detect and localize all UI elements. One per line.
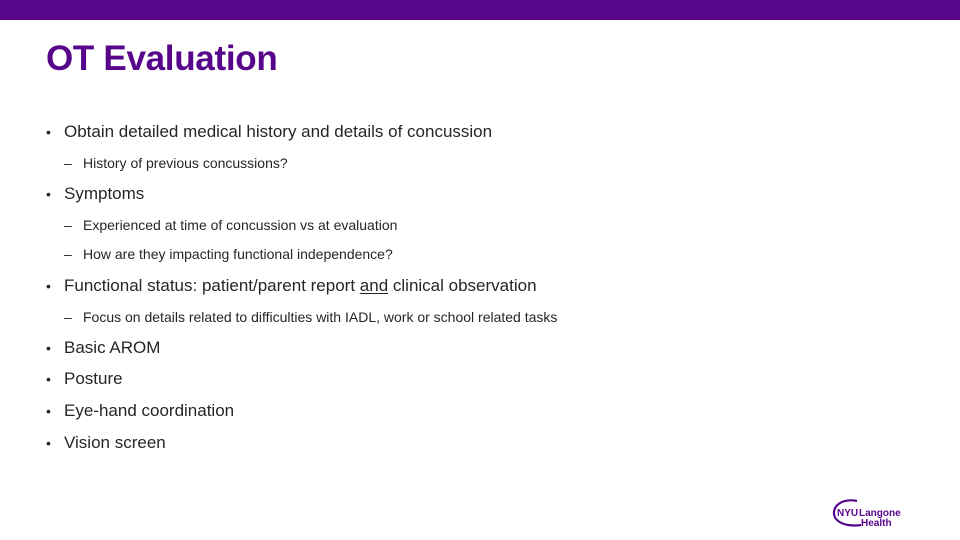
bullet-item	[46, 433, 166, 453]
bullet-text: Vision screen	[64, 433, 166, 452]
sub-bullet-text: Experienced at time of concussion vs at evaluation	[83, 217, 398, 233]
logo-health-text: Health	[861, 518, 892, 528]
logo-langone-text: Langone	[859, 508, 901, 519]
nyu-langone-health-logo	[831, 498, 915, 528]
sub-bullet-text: How are they impacting functional independence?	[83, 246, 393, 262]
sub-bullet-text: History of previous concussions?	[83, 155, 288, 171]
sub-bullet-item	[64, 309, 557, 325]
bullet-marker: •	[46, 371, 51, 387]
sub-bullet-item	[64, 217, 397, 233]
logo-nyu-text: NYU	[837, 508, 859, 519]
sub-bullet-item	[64, 155, 288, 171]
dash-marker: –	[64, 309, 72, 325]
slide-title: OT Evaluation	[46, 39, 278, 78]
bullet-marker: •	[46, 124, 51, 140]
bullet-item	[46, 184, 144, 204]
bullet-item	[46, 122, 492, 142]
bullet-item	[46, 401, 234, 421]
bullet-item	[46, 276, 537, 296]
bullet-text: Symptoms	[64, 184, 145, 203]
bullet-text: Basic AROM	[64, 338, 161, 357]
bullet-text-start: Functional status: patient/parent report	[64, 276, 360, 295]
bullet-item	[46, 338, 160, 358]
sub-bullet-text: Focus on details related to difficulties with IADL, work or school related tasks	[83, 309, 558, 325]
sub-bullet-item	[64, 246, 393, 262]
bullet-text-end: clinical observation	[388, 276, 537, 295]
dash-marker: –	[64, 217, 72, 233]
bullet-marker: •	[46, 340, 51, 356]
bullet-text: Obtain detailed medical history and details of concussion	[64, 122, 493, 141]
logo-graphic	[831, 498, 915, 528]
bullet-text: Posture	[64, 369, 123, 388]
bullet-text: Eye-hand coordination	[64, 401, 235, 420]
dash-marker: –	[64, 155, 72, 171]
underlined-word: and	[359, 276, 389, 295]
dash-marker: –	[64, 246, 72, 262]
bullet-item	[46, 369, 123, 389]
bullet-marker: •	[46, 435, 51, 451]
bullet-marker: •	[46, 186, 51, 202]
bullet-marker: •	[46, 403, 51, 419]
bullet-marker: •	[46, 278, 51, 294]
